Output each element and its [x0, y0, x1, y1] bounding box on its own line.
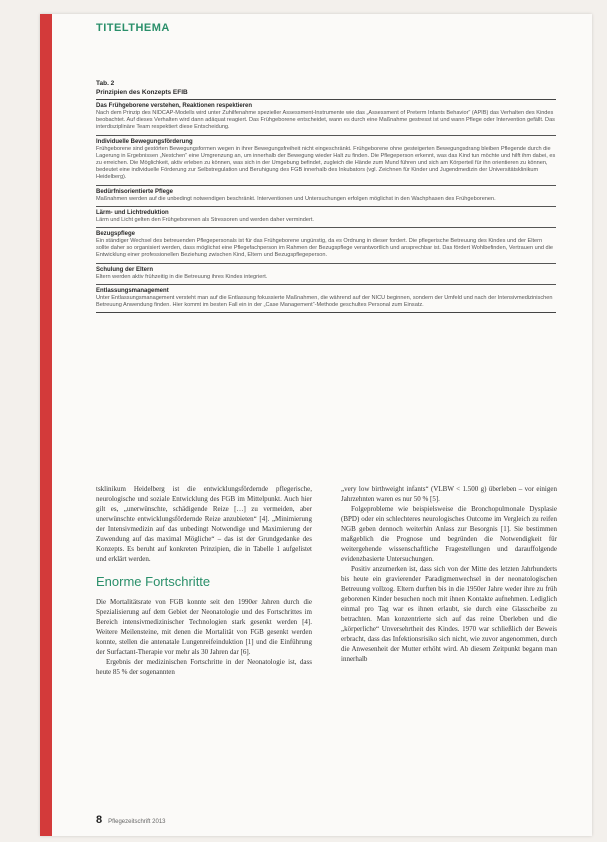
paragraph: Die Mortalitätsrate von FGB konnte seit den 1990er Jahren durch die Spezialisierung auf dem Gebiet der Neonatologie und des Fortschrittes im Bereich intensivmedizinischer Technologien stark gesenkt werden [4]. Weitere Meilensteine, mit denen die Mortalität von FGB gesenkt werden konnte, stellen die antenatale Lungenreifeinduktion [1] und die Einführung der Surfactant-Therapie vor mehr als 30 Jahren dar [6]. [96, 598, 312, 656]
paragraph: Positiv anzumerken ist, dass sich von der Mitte des letzten Jahrhunderts bis heute ein gravierender Paradigmenwechsel in der neonatologischen Betreuung vollzog. Eltern durften bis in die 1950er Jahre weder ihre zu früh geborenen Kinder besuchen noch mit ihnen Kontakte aufnehmen. Lediglich einmal pro Tag war es ihnen erlaubt, sie durch eine Glasscheibe zu betrachten. Man konzentrierte sich auf das reine Überleben und die „körperliche“ Unversehrtheit des Kindes. 1970 war schließlich der Beweis erbracht, dass das Infektionsrisiko sich nicht, wie zuvor angenommen, durch die Anwesenheit der Mutter erhöht wird. Ab diesem Zeitpunkt begann man innerhalb [341, 565, 557, 663]
row-heading: Entlassungsmanagement [96, 287, 169, 294]
table-row [96, 284, 556, 312]
red-edge-strip [40, 14, 52, 836]
row-heading: Schulung der Eltern [96, 266, 154, 273]
table-row [96, 185, 556, 206]
table-rows [96, 99, 556, 312]
table-row [96, 99, 556, 135]
table-label: Tab. 2 [96, 80, 115, 87]
paragraph: tsklinikum Heidelberg ist die entwicklungsfördernde pflegerische, neurologische und soziale Entwicklung des FGB im Mittelpunkt. Auch hier gilt es, „unerwünschte, schädigende Reize […] zu vermeiden, aber unerwünschte entwicklungsfördernde Reize anzubieten“ [4]. „Minimierung der Intensivmedizin auf das unbedingt Notwendige und Maximierung der Zuwendung auf das maximal Mögliche“ – das ist der Grundgedanke des Konzepts. Es beruht auf konkreten Prinzipien, die in Tabelle 1 aufgelistet und erklärt werden. [96, 485, 312, 563]
paragraph: Folgeprobleme wie beispielsweise die Bronchopulmonale Dysplasie (BPD) oder ein schlechteres neurologisches Outcome im Vergleich zu reifen NGB geben dennoch weiterhin Anlass zur Besorgnis [1]. Sie bestimmen maßgeblich die Prognose und begründen die Notwendigkeit für weitergehende wissenschaftliche Fragestellungen und darauffolgende evidenzbasierte Untersuchungen. [341, 505, 557, 563]
row-text: Frühgeborene sind gestörten Bewegungsformen wegen in ihrer Bewegungsfreiheit nicht eingeschränkt. Frühgeborene ohne gesteigerten Bewegungsdrang bleiben Pflegende durch die Lagerung in Ergebnissen „Nestchen“ eine Umgrenzung an, um innerhalb der Bewegung wieder Halt zu finden. Die Pflegeperson erkennt, was das Kind tun möchte und hilft ihm dabei, es zu erreichen. Die Möglichkeit, aktiv erleben zu können, was sich in der Umgebung befindet, zugleich die Hände zum Mund führen und sich am Körperteil für ihn orientieren zu können, bedeutet eine individuelle Förderung zur Selbstregulation und Beruhigung des FGB innerhalb des Inkubators (vgl. Zeichnen für Kinder und Jugendmedizin der Universitätsklinikum Heidelberg). [96, 145, 556, 181]
row-text: Ein ständiger Wechsel des betreuenden Pflegepersonals ist für das Frühgeborene ungünstig, da es Ordnung in dieser fordert. Die pflegerische Betreuung des Kindes und der Eltern sollte daher so organisiert werden, dass möglichst eine Pflegefachperson im Rahmen der Bezugspflege verantwortlich und ansprechbar ist. Das fördert Wohlbefinden, Vertrauen und die Entwicklung einer professionellen Beziehung zwischen Kind, Eltern und Bezugspflegeperson. [96, 238, 553, 259]
principles-table [96, 80, 556, 313]
right-text-column [341, 484, 557, 664]
paragraph: „very low birthweight infants“ (VLBW < 1.500 g) überleben – vor einigen Jahrzehnten waren es nur 50 % [5]. [341, 485, 557, 503]
row-text: Lärm und Licht gelten den Frühgeborenen als Stressoren und werden daher vermindert. [96, 216, 314, 223]
table-row [96, 227, 556, 263]
row-text: Unter Entlassungsmanagement versteht man auf die Entlassung fokussierte Maßnahmen, die während auf der NICU beginnen, sondern der Umfeld und nach der Intensivmedizinischen Betreuung Anwendung finden. Hier kommt im besten Fall ein in der „Case Management“-Methode geschultes Personal zum Einsatz. [96, 294, 553, 309]
row-text: Maßnahmen werden auf die unbedingt notwendigen beschränkt. Interventionen und Untersuchungen erfolgen möglichst in den Wachphasen des Frühgeborenen. [96, 195, 496, 202]
paragraph: Ergebnis der medizinischen Fortschritte in der Neonatologie ist, dass heute 85 % der sogenannten [96, 658, 312, 676]
row-text: Eltern werden aktiv frühzeitig in die Betreuung ihres Kindes integriert. [96, 273, 268, 280]
page-footer [96, 814, 166, 826]
table-row [96, 135, 556, 185]
row-heading: Bezugspflege [96, 231, 136, 238]
row-heading: Bedürfnisorientierte Pflege [96, 188, 174, 195]
row-text: Nach dem Prinzip des NIDCAP-Modells wird unter Zuhilfenahme spezieller Assessment-Instrumente wie das „Assessment of Preterm Infants Behavior“ (APIB) das Verhalten des Kindes beobachtet. Auf dieses Verhalten wird dann adäquat reagiert. Das Frühgeborene entscheidet, wann es durch eine Maßnahme gestresst ist und wann Pflege oder Intervention gefällt. Das interdisziplinäre Team respektiert diese Entscheidung. [96, 110, 555, 131]
section-label: TITELTHEMA [96, 22, 170, 34]
journal-name: Pflegezeitschrift 2013 [108, 819, 166, 825]
table-bottom-rule [96, 312, 556, 313]
table-row [96, 206, 556, 227]
document-page [40, 14, 592, 836]
table-row [96, 263, 556, 284]
row-heading: Individuelle Bewegungsförderung [96, 138, 193, 145]
table-title: Prinzipien des Konzepts EFIB [96, 89, 188, 96]
row-heading: Das Frühgeborene verstehen, Reaktionen respektieren [96, 103, 253, 109]
section-heading: Enorme Fortschritte [96, 574, 211, 589]
row-heading: Lärm- und Lichtreduktion [96, 209, 169, 216]
page-number: 8 [96, 814, 103, 826]
left-text-column [96, 484, 312, 677]
